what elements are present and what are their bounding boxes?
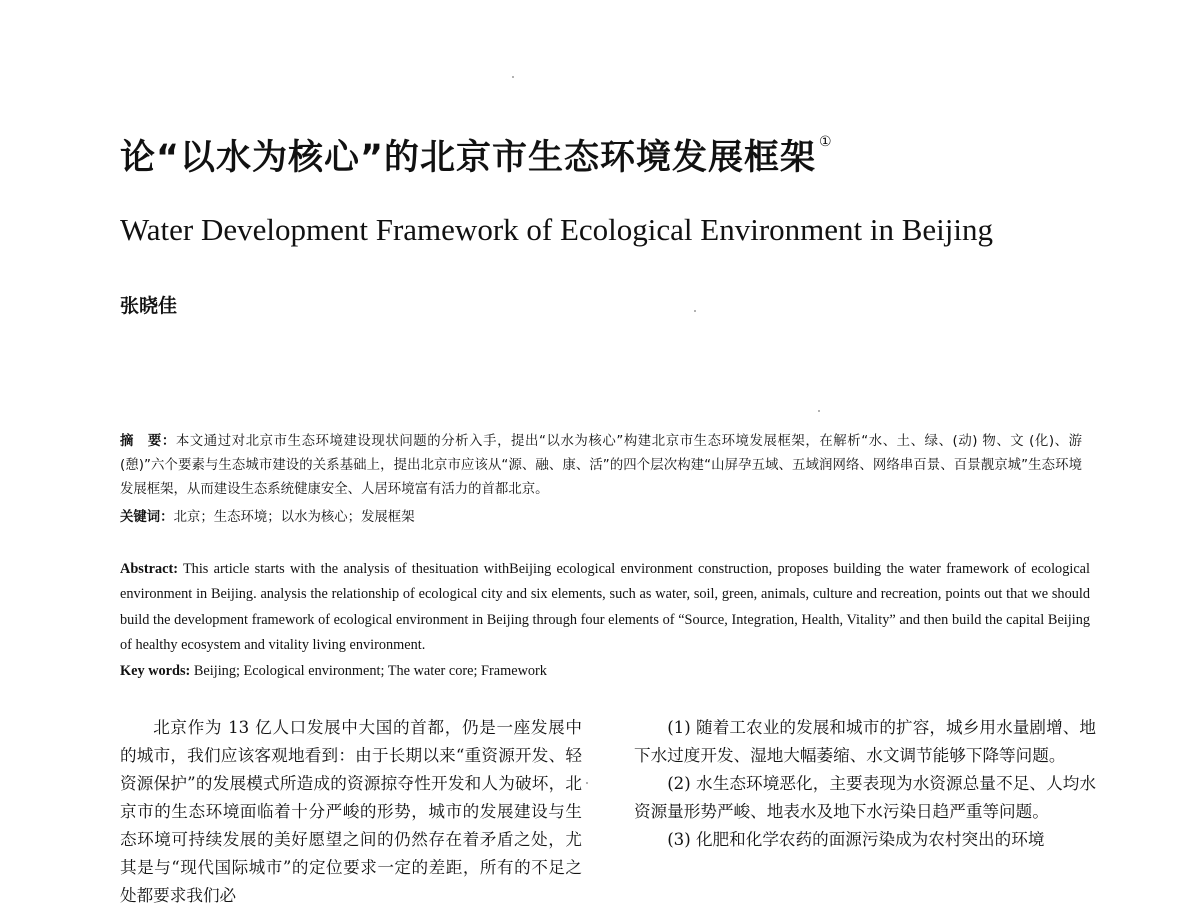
- abstract-en-text: This article starts with the analysis of thesituation withBeijing ecological environment construction, proposes building the water framework of ecological environment in Beijing. analysis the relationship of ecological city and six elements, such as water, soil, green, animals, culture and recreation, points out that we should build the development framework of ecological environment in Beijing through four elements of “Source, Integration, Health, Vitality” and then build the capital Beijing of healthy ecosystem and vitality living environment.: [120, 561, 1090, 653]
- body-paragraph: (2) 水生态环境恶化，主要表现为水资源总量不足、人均水资源量形势严峻、地表水及地下水污染日趋严重等问题。: [634, 774, 1096, 821]
- scan-speck: [586, 782, 588, 784]
- scan-speck: [694, 310, 696, 312]
- abstract-cn-text: 本文通过对北京市生态环境建设现状问题的分析入手，提出“以水为核心”构建北京市生态环境发展框架，在解析“水、土、绿、(动) 物、文 (化)、游 (憩)”六个要素与生态城市建设的关系基础上，提出北京市应该从“源、融、康、活”的四个层次构建“山屏孕五域、五域润网络、网络串百景、百景靓京城”生态环境发展框架，从而建设生态系统健康安全、人居环境富有活力的首都北京。: [120, 434, 1083, 497]
- abstract-en: [120, 557, 1090, 658]
- keywords-en: [120, 659, 1090, 684]
- keywords-cn-text: 北京；生态环境；以水为核心；发展框架: [173, 510, 415, 525]
- keywords-cn-label: 关键词：: [120, 510, 174, 525]
- abstract-cn: [120, 430, 1082, 502]
- paper-title: [120, 130, 833, 180]
- footnote-mark: ①: [819, 134, 833, 150]
- abstract-cn-label: 摘 要：: [120, 434, 176, 449]
- author-name: 张晓佳: [120, 295, 178, 317]
- body-paragraph: (3) 化肥和化学农药的面源污染成为农村突出的环境: [667, 830, 1045, 849]
- paper-title-text: 论“以水为核心”的北京市生态环境发展框架: [120, 138, 817, 178]
- keywords-cn: [120, 506, 1082, 530]
- body-column-right: [634, 714, 1096, 854]
- body-column-left: [120, 714, 582, 910]
- body-paragraph: 北京作为 13 亿人口发展中大国的首都，仍是一座发展中的城市，我们应该客观地看到：由于长期以来“重资源开发、轻资源保护”的发展模式所造成的资源掠夺性开发和人为破坏，北京市的生态环境面临着十分严峻的形势，城市的发展建设与生态环境可持续发展的美好愿望之间的仍然存在着矛盾之处，尤其是与“现代国际城市”的定位要求一定的差距，所有的不足之处都要求我们必: [120, 718, 582, 905]
- scan-speck: [818, 410, 820, 412]
- scan-speck: [512, 76, 514, 78]
- body-paragraph: (1) 随着工农业的发展和城市的扩容，城乡用水量剧增、地下水过度开发、湿地大幅萎缩、水文调节能够下降等问题。: [634, 718, 1096, 765]
- abstract-en-label: Abstract:: [120, 561, 178, 577]
- keywords-en-text: Beijing; Ecological environment; The water core; Framework: [193, 663, 547, 679]
- keywords-en-label: Key words:: [120, 663, 191, 679]
- english-title: Water Development Framework of Ecological Environment in Beijing: [120, 212, 994, 247]
